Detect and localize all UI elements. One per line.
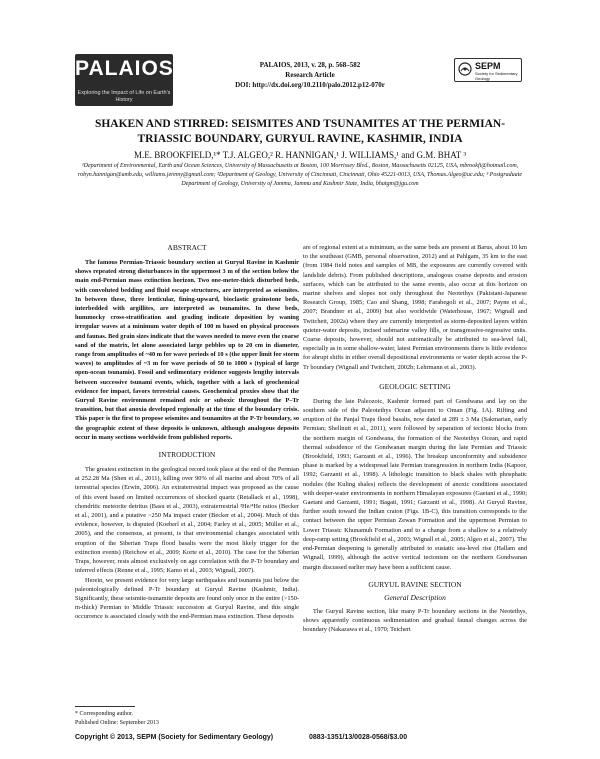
abstract-text: The famous Permian-Triassic boundary section at Guryul Ravine in Kashmir shows repeated strong disturbances in the uppermost 3 m of the section below the main end-Permian mass extinction horizon. Two one-meter-thick disturbed beds, with convoluted bedding and fluid escape structures, are interpreted as seismites. In between these, three lenticular, fining-upward, bioclastic grainstone beds, interbedded with argillites, are interpreted as tsunamites. In these beds, hummocky cross-stratification and grading indicate deposition by waning irregular waves at a minimum water depth of 100 m based on physical processes and faunas. Bed grain sizes indicate that the waves needed to move even the coarse sand of the matrix, let alone associated large pebbles up to 20 cm in diameter, range from amplitudes of ~40 m for wave periods of 10 s (the upper limit for storm waves) to amplitudes of ~3 m for wave periods of 50 to 1000 s (typical of large open-ocean tsunamis). Fossil and sedimentary evidence suggests lengthy intervals between successive tsunami events, which, together with a lack of geochemical evidence for impact, favors terrestrial causes. Geochemical proxies show that the Guryul Ravine environment remained oxic or suboxic throughout the P–Tr transition, but that anoxia developed regionally at the time of the boundary crisis. This paper is the first to propose seismites and tsunamites at the P-Tr boundary, so the geographic extent of these deposits is unknown, although analogous deposits occur in many sections worldwide from published reports.	[75, 259, 299, 441]
footnotes	[75, 710, 299, 727]
general-description-paragraph: The Guryul Ravine section, like many P-Tr boundary sections in the Neotethys, shows apparently continuous sedimentation and gradual faunal changes across the boundary (Nakazawa et al., 1970; Teichert	[303, 607, 527, 634]
doi-link[interactable]: DOI: http://dx.doi.org/10.2110/palo.2012.p12-070r	[235, 81, 385, 89]
abstract-heading: ABSTRACT	[167, 243, 207, 252]
article-header	[215, 60, 405, 90]
copyright: Copyright © 2013, SEPM (Society for Sedimentary Geology)	[75, 734, 274, 741]
general-description-heading: General Description	[384, 592, 446, 602]
right-paragraph-continued: are of regional extent at a minimum, as the same beds are present at Barus, about 10 km to the southeast (GMB, personal observation, 2012) and at Pahlgam, 35 km to the east (from 1984 field notes and samples of MB, the exposures are currently covered with landslide debris). From published descriptions, analogous coarse deposits and erosion surfaces, which can be attributed to the same events, also occur at this horizon on marine shelves and slopes not only throughout the Neotethys (Pakistani-Japanese Research Group, 1985; Cao and Shang, 1998; Farabegoli et al., 2007; Payne et al., 2007; Brandner et al., 2009) but also worldwide (Waterhouse, 1967; Wignall and Twitchett, 2002a) where they are currently interpreted as storm-deposited layers within quieter-water deposits, incised submarine valley fills, or transgressive-regressive units. Coarse deposits, however, should not automatically be attributed to sea-level fall, especially as in some shallow-water, latest Permian environments there is little evidence for abrupt shifts in either overall depositional environments or water depth across the P-Tr boundary (Wignall and Twitchett, 2002b; Lehrmann et al., 2003).	[303, 244, 527, 371]
intro-paragraph-2: Herein, we present evidence for very large earthquakes and tsunamis just below the paleontologically defined P-Tr boundary at Guryul Ravine (Kashmir, India). Significantly, these seismite-tsunamite deposits are found only once in the entire (>150-m-thick) Permian to Middle Triassic succession at Guryul Ravine, and this single occurrence is associated closely with the end-Permian mass extinction. These deposits	[75, 576, 299, 621]
journal-logo-tagline: Exploring the Impact of Life on Earth's History	[77, 90, 171, 103]
article-type: Research Article	[285, 71, 335, 79]
sepm-name: SEPM	[475, 61, 501, 71]
geologic-setting-heading: GEOLOGIC SETTING	[379, 381, 451, 391]
introduction-heading: INTRODUCTION	[158, 450, 216, 460]
corresponding-author-note: * Corresponding author.	[75, 711, 134, 717]
affiliations: ¹Department of Environmental, Earth and Ocean Sciences, University of Massachusetts at Boston, 100 Morrissey Blvd., Boston, Massachusetts 02125, USA, mbrookfi@hotmail.com, robyn.hannigan@umb.edu, williams.jeremy@gmail.com; ²Department of Geology, University of Cincinnati, Cincinnati, Ohio 45221-0013, USA, Thomas.Algeo@uc.edu; ³ Postgraduate Department of Geology, University of Jammu, Jammu and Kashmir State, India, bhatgm@jgu.com	[78, 163, 522, 187]
intro-paragraph-1: The greatest extinction in the geological record took place at the end of the Permian at 252.28 Ma (Shen et al., 2011), killing over 90% of all marine and about 70% of all terrestrial species (Erwin, 2006). An extraterrestrial impact was proposed as the cause of this event based on limited occurrences of shocked quartz (Retallack et al., 1998), chondritic meteorite detritus (Basu et al., 2003), extraterrestrial ³He/⁴He ratios (Becker et al., 2001), and a putative ~250 Ma impact crater (Becker et al., 2004). Much of this evidence, however, is disputed (Koeberl et al., 2004; Farley et al., 2005; Müller et al., 2005), and the consensus, at present, is that environmental changes associated with eruption of the Siberian Traps flood basalts were the most likely trigger for the extinction events) (Reichow et al., 2009; Korte et al., 2010). The case for the Siberian Traps, however, rests almost exclusively on age correlation with the P-Tr boundary and inferred effects (Renne et al., 1995; Kamo et al., 2003; Wignall, 2007).	[75, 466, 299, 575]
journal-logo	[75, 54, 173, 106]
guryul-section-heading: GURYUL RAVINE SECTION	[368, 579, 462, 589]
sepm-logo	[454, 58, 522, 82]
citation: PALAIOS, 2013, v. 28, p. 568–582	[259, 61, 361, 69]
journal-logo-name: PALAIOS	[75, 57, 174, 80]
paper-title: SHAKEN AND STIRRED: SEISMITES AND TSUNAMITES AT THE PERMIAN-TRIASSIC BOUNDARY, GURYUL RAVINE, KASHMIR, INDIA	[94, 118, 506, 145]
sepm-subtitle: Society for Sedimentary Geology	[475, 71, 518, 81]
sepm-emblem-icon	[458, 62, 472, 76]
geologic-setting-paragraph: During the late Paleozoic, Kashmir formed part of Gondwana and lay on the southern side of the Paleotethys Ocean adjacent to Oman (Fig. 1A). Rifting and eruption of the Panjal Traps flood basalts, now dated at 289 ± 3 Ma (Sakmarian, early Permian; Shellnutt et al., 2011), were followed by separation of tectonic blocks from the northern margin of Gondwana, the formation of the Neotethys Ocean, and rapid thermal subsidence of the Gondwanan margin during the late Permian and Triassic (Brookfield, 1993; Garzanti et al., 1996). The breakup unconformity and subsidence phase is marked by a widespread late Permian transgression in northern India (Kapoor, 1992; Garzanti et al., 1998). A lithologic transition to black shales with phosphatic nodules (the Kuling shales) reflects the development of anoxic conditions associated with deeper-water environments in northern Himalayan exposures (Gaetani et al., 1990; Gaetani and Garzanti, 1991; Bagati, 1991; Garzanti et al., 1998). At Guryul Ravine, further south toward the Indian craton (Figs. 1B-C), this transition corresponds to the contact between the upper Permian Zewan Formation and the uppermost Permian to Lower Triassic Khunamuh Formation and to a change from a shallow to a relatively deep-ramp setting (Brookfield et al., 2003; Wignall et al., 2005; Algeo et al., 2007). The end-Permian deepening is generally attributed to eustatic sea-level rise (Hallam and Wignall, 1999), although the active vertical tectonism on the northern Gondwanan margin discussed earlier may have been a sufficient cause.	[303, 397, 527, 571]
author-list: M.E. BROOKFIELD,¹* T.J. ALGEO,² R. HANNIGAN,¹ J. WILLIAMS,¹ and G.M. BHAT ³	[133, 150, 467, 160]
right-column	[303, 243, 527, 634]
page-footer	[70, 734, 532, 746]
issn-code: 0883-1351/13/0028-0568/$3.00	[309, 734, 408, 741]
left-column	[75, 243, 299, 622]
footnote-rule	[75, 706, 135, 707]
published-online-note: Published Online: September 2013	[75, 719, 159, 726]
